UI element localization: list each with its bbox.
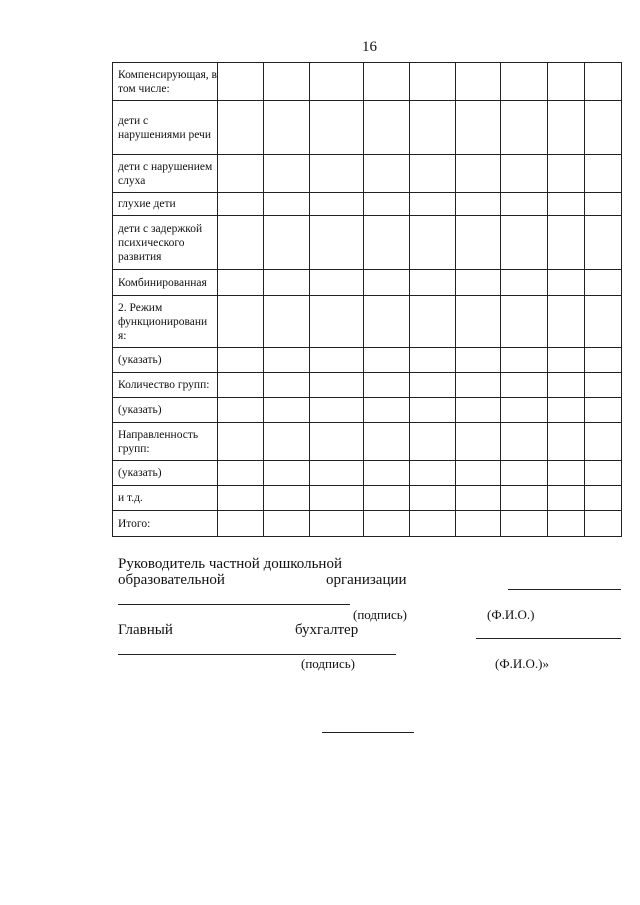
table-cell [585,348,622,373]
table-cell [548,373,585,398]
table-cell [364,296,410,348]
table-cell [364,348,410,373]
table-cell [364,155,410,193]
table-cell [218,398,264,423]
fio-caption-head: (Ф.И.О.) [487,607,535,622]
table-cell [456,216,501,270]
table-cell [456,348,501,373]
table-cell [310,193,364,216]
table-row [113,511,622,537]
table-cell [548,461,585,486]
table-cell [456,461,501,486]
table-cell [548,101,585,155]
table-cell [264,216,310,270]
table-cell [410,63,456,101]
table-cell [364,270,410,296]
table-cell [585,296,622,348]
table-cell [501,63,548,101]
table-cell [410,511,456,537]
row-label: Итого: [113,511,218,537]
table-cell [364,486,410,511]
data-table [112,62,622,537]
row-label: дети с нарушениями речи [113,101,218,155]
table-cell [548,193,585,216]
table-row [113,63,622,101]
table-cell [585,398,622,423]
table-cell [585,101,622,155]
table-cell [548,511,585,537]
table-row [113,216,622,270]
page-number: 16 [362,39,377,55]
table-row [113,486,622,511]
table-cell [501,216,548,270]
table-cell [410,486,456,511]
row-label: 2. Режим функционировани я: [113,296,218,348]
table-cell [264,461,310,486]
table-cell [410,373,456,398]
row-label: дети с нарушением слуха [113,155,218,193]
table-cell [218,193,264,216]
table-cell [501,101,548,155]
table-cell [218,63,264,101]
table-cell [548,398,585,423]
table-cell [501,511,548,537]
table-row [113,193,622,216]
signature-caption-accountant: (подпись) [301,656,355,671]
table-cell [548,216,585,270]
table-cell [310,373,364,398]
table-cell [548,296,585,348]
table-cell [264,155,310,193]
table-cell [264,373,310,398]
table-cell [410,423,456,461]
table-cell [218,270,264,296]
head-title-line2-right: организации [326,572,407,588]
table-cell [501,348,548,373]
table-cell [501,423,548,461]
table-cell [264,270,310,296]
table-cell [364,398,410,423]
table-cell [218,423,264,461]
table-cell [218,101,264,155]
fio-line-accountant [476,638,621,639]
table-cell [585,511,622,537]
table-cell [264,193,310,216]
signature-line-accountant [118,654,396,655]
table-cell [456,373,501,398]
table-cell [264,398,310,423]
table-cell [410,101,456,155]
table-row [113,155,622,193]
table-cell [310,155,364,193]
table-cell [264,296,310,348]
table-cell [218,296,264,348]
row-label: Компенсирующая, в том числе: [113,63,218,101]
table-row [113,423,622,461]
accountant-title-left: Главный [118,622,173,638]
table-cell [364,63,410,101]
table-cell [264,348,310,373]
table-cell [310,216,364,270]
table-cell [410,216,456,270]
table-cell [501,296,548,348]
table-cell [264,63,310,101]
table-cell [456,63,501,101]
table-cell [501,461,548,486]
table-cell [364,216,410,270]
table-cell [456,193,501,216]
head-title-line2-left: образовательной [118,572,225,588]
row-label: дети с задержкой психического развития [113,216,218,270]
row-label: глухие дети [113,193,218,216]
table-row [113,461,622,486]
signature-line-head [118,604,350,605]
table-cell [548,486,585,511]
table-row [113,296,622,348]
table-cell [310,511,364,537]
table-cell [364,461,410,486]
table-cell [410,398,456,423]
table-cell [364,193,410,216]
table-cell [548,155,585,193]
table-cell [501,373,548,398]
table-cell [585,461,622,486]
table-cell [410,193,456,216]
table-cell [364,101,410,155]
signature-caption-head: (подпись) [353,607,407,622]
table-cell [218,511,264,537]
table-cell [364,511,410,537]
table-cell [501,270,548,296]
table-cell [585,155,622,193]
table-cell [264,101,310,155]
fio-caption-accountant: (Ф.И.О.)» [495,656,549,671]
table-cell [264,486,310,511]
table-cell [456,155,501,193]
table-cell [585,423,622,461]
table-cell [456,398,501,423]
table-cell [310,270,364,296]
table-cell [585,486,622,511]
table-cell [218,348,264,373]
table-cell [410,270,456,296]
table-cell [218,461,264,486]
table-cell [548,270,585,296]
table-cell [218,216,264,270]
table-cell [456,296,501,348]
head-title-line1: Руководитель частной дошкольной [118,556,342,572]
row-label: (указать) [113,398,218,423]
table-cell [218,486,264,511]
table-cell [585,270,622,296]
table-row [113,348,622,373]
table-cell [456,101,501,155]
table-cell [410,348,456,373]
table-cell [456,486,501,511]
table-cell [310,63,364,101]
table-cell [310,423,364,461]
table-cell [548,63,585,101]
table-cell [548,423,585,461]
table-row [113,270,622,296]
table-cell [501,486,548,511]
table-cell [410,461,456,486]
table-cell [410,155,456,193]
table-cell [501,193,548,216]
table-cell [501,398,548,423]
table-cell [218,373,264,398]
table-cell [410,296,456,348]
table-cell [585,216,622,270]
table-cell [310,398,364,423]
table-cell [310,101,364,155]
table-cell [364,373,410,398]
row-label: (указать) [113,348,218,373]
accountant-title-right: бухгалтер [295,622,359,638]
closing-line [322,732,414,733]
table-row [113,398,622,423]
table-cell [501,155,548,193]
table-cell [456,423,501,461]
table-cell [310,348,364,373]
table-cell [585,373,622,398]
table-cell [456,270,501,296]
table-cell [264,511,310,537]
row-label: Направленность групп: [113,423,218,461]
table-cell [585,63,622,101]
table-cell [310,461,364,486]
table-cell [310,486,364,511]
table-cell [310,296,364,348]
row-label: (указать) [113,461,218,486]
row-label: Количество групп: [113,373,218,398]
row-label: и т.д. [113,486,218,511]
row-label: Комбинированная [113,270,218,296]
fio-line-head [508,589,621,590]
table-row [113,373,622,398]
table-cell [585,193,622,216]
table-cell [456,511,501,537]
table-cell [548,348,585,373]
table-row [113,101,622,155]
table-cell [364,423,410,461]
table-cell [264,423,310,461]
table-cell [218,155,264,193]
